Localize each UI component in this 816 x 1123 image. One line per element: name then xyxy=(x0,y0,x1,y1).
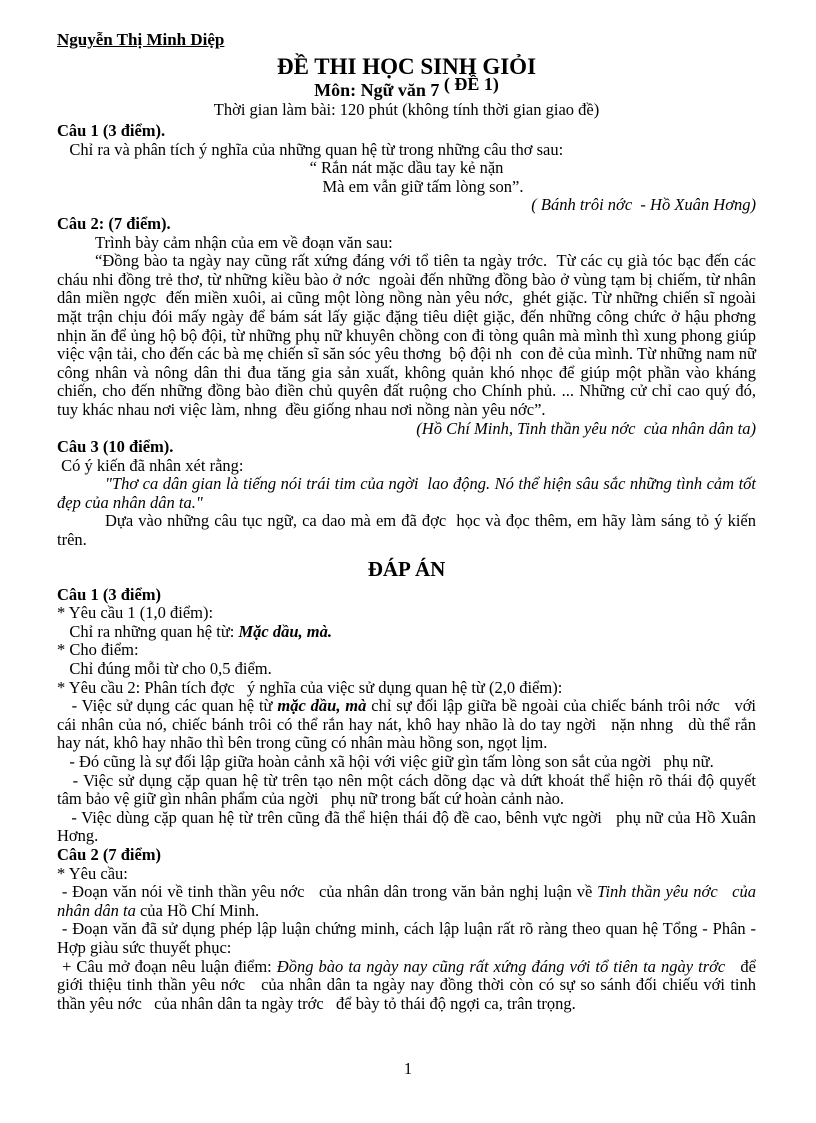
cau2-heading xyxy=(57,215,756,234)
ans-cau1-heading-text: Câu 1 (3 điểm) xyxy=(57,584,162,604)
ans-cau1-req1-answer-text: Mặc dầu, mà. xyxy=(238,621,332,641)
ans-cau2-point-3-text: Đồng bào ta ngày nay cũng rất xứng đáng với tổ tiên ta ngày trớc xyxy=(276,956,726,976)
exam-subject-line xyxy=(57,74,756,100)
cau3-quote-text: "Thơ ca dân gian là tiếng nói trái tim của ngời lao động. Nó thể hiện sâu sắc những tình cảm tốt đẹp của nhân dân ta." xyxy=(57,474,761,512)
cau1-heading xyxy=(57,122,756,141)
ans-cau2-point-2 xyxy=(57,919,761,957)
source-banh-troi-nuoc xyxy=(57,196,756,215)
ans-cau1-point-2-text: - Đó cũng là sự đối lập giữa hoàn cảnh xã hội với việc giữ gìn tấm lòng son sắt của ngời phụ nữ. xyxy=(57,752,714,771)
ans-cau2-req xyxy=(57,865,756,884)
exam-subject: Môn: Ngữ văn 7 xyxy=(314,80,444,100)
cau1-prompt-text: Chỉ ra và phân tích ý nghĩa của những quan hệ từ trong những câu thơ sau: xyxy=(57,139,564,159)
ans-cau1-point-3-text: - Việc sử dụng cặp quan hệ từ trên tạo nên một cách dõng dạc và dứt khoát thể hiện rõ thái độ quyết tâm bảo vệ giữ gìn nhân phẩm của ngời phụ nữ trong bất cứ hoàn cảnh nào. xyxy=(57,770,761,809)
cau2-prompt-text: Trình bày cảm nhận của em về đoạn văn sau: xyxy=(95,232,393,252)
cau3-task-text: Dựa vào những câu tục ngữ, ca dao mà em đã đợc học và đọc thêm, em hãy làm sáng tỏ ý kiến trên. xyxy=(57,511,761,550)
ans-cau2-point-1 xyxy=(57,882,761,920)
ans-cau1-req1-text: * Yêu cầu 1 (1,0 điểm): xyxy=(57,603,214,623)
ans-cau1-req2 xyxy=(57,679,756,698)
ans-cau1-point-2 xyxy=(57,753,756,772)
ans-cau2-point-3-text: + Câu mở đoạn nêu luận điểm: xyxy=(57,956,277,976)
cau3-heading xyxy=(57,438,756,457)
cau3-task xyxy=(57,511,761,550)
cau2-prompt xyxy=(57,234,756,253)
ans-cau1-scoring xyxy=(57,641,756,660)
ans-cau2-point-1-text: - Đoạn văn nói về tinh thần yêu nớc của nhân dân trong văn bản nghị luận về xyxy=(57,882,598,902)
verse-line-1 xyxy=(57,159,756,178)
ans-cau2-point-3-text: để giới thiệu tinh thần yêu nớc của nhân dân ta ngày nay đồng thời còn có sự so sánh đối chiếu với tinh thần yêu nớc của nhân dân ta ngày trớc để bày tỏ thái độ ngợi ca, trân trọng. xyxy=(57,956,761,1013)
ans-cau2-point-3 xyxy=(57,956,761,1014)
source-ho-chi-minh xyxy=(57,420,756,439)
ans-cau1-scoring-text: * Cho điểm: xyxy=(57,640,139,660)
author-name: Nguyễn Thị Minh Diệp xyxy=(57,30,225,49)
document-body xyxy=(57,121,765,1013)
ans-cau2-point-1-text: của Hồ Chí Minh. xyxy=(135,900,260,920)
cau2-heading-text: Câu 2: (7 điểm). xyxy=(57,213,171,233)
ans-cau1-point-1-text: chỉ sự đối lập giữa bề ngoài của chiếc bánh trôi nớc với cái nhân của nó, chiếc bánh trôi có thể rắn hay nát, khô hay nhão là do tay ngời nặn nhng dù thể rắn hay nát, khô hay nhão thì bên trong cũng có nhân màu hồng son, ngọt lịm. xyxy=(57,696,761,753)
source-banh-troi-nuoc-text: ( Bánh trôi nớc - Hồ Xuân Hơng) xyxy=(531,195,756,215)
ans-cau1-heading xyxy=(57,586,756,605)
verse-line-2-text: Mà em vẫn giữ tấm lòng son”. xyxy=(289,176,524,196)
ans-cau2-point-1-text: Tinh thần yêu nớc của nhân dân ta xyxy=(57,882,761,920)
exam-duration: Thời gian làm bài: 120 phút (không tính thời gian giao đề) xyxy=(213,100,600,119)
cau3-quote xyxy=(57,474,761,512)
verse-line-2 xyxy=(57,178,756,197)
ans-cau1-scoring-detail-text: Chỉ đúng mỗi từ cho 0,5 điểm. xyxy=(57,659,272,679)
ans-cau1-point-1-text: mặc dầu, mà xyxy=(277,696,367,716)
answer-key-title xyxy=(57,557,756,581)
ans-cau1-req1-answer xyxy=(57,623,756,642)
ans-cau1-req1 xyxy=(57,604,756,623)
cau2-passage-text: “Đồng bào ta ngày nay cũng rất xứng đáng với tổ tiên ta ngày trớc. Từ các cụ già tóc bạc đến các cháu nhi đồng trẻ thơ, từ những kiều bào ở nớc ngoài đến những đồng bào ở vùng tạm bị chiếm, từ nhân dân miền ngợc đến miền xuôi, ai cũng một lòng nồng nàn yêu nớc, ghét giặc. Từ những chiến sĩ ngoài mặt trận chịu đói mấy ngày để bám sát lấy giặc đặng tiêu diệt giặc, đến những công chức ở hậu phơng nhịn ăn để ủng hộ bộ đội, từ những phụ nữ khuyên chồng con đi tòng quân mà mình thì xung phong giúp việc vận tải, cho đến các bà mẹ chiến sĩ săn sóc yêu thơng bộ đội nh con đẻ của mình. Từ những nam nữ công nhân và nông dân thi đua tăng gia sản xuất, không quản khó nhọc để giúp một phần vào kháng chiến, cho đến những đồng bào điền chủ quyên đất ruộng cho Chính phủ. ... Những cử chỉ cao quý đó, tuy khác nhau nơi việc làm, nhng đều giống nhau nơi nồng nàn yêu nớc”. xyxy=(57,251,765,419)
ans-cau1-req1-answer-text: Chỉ ra những quan hệ từ: xyxy=(57,621,239,641)
answer-key-title-text: ĐÁP ÁN xyxy=(367,556,446,581)
page-number: 1 xyxy=(403,1059,413,1078)
cau3-heading-text: Câu 3 (10 điểm). xyxy=(57,437,174,457)
source-ho-chi-minh-text: (Hồ Chí Minh, Tinh thần yêu nớc của nhân dân ta) xyxy=(416,418,756,438)
author-line xyxy=(57,30,756,50)
cau3-intro xyxy=(57,457,756,476)
ans-cau1-point-3 xyxy=(57,770,761,809)
ans-cau1-point-4-text: - Việc dùng cặp quan hệ từ trên cũng đã thể hiện thái độ đề cao, bênh vực ngời phụ nữ của Hồ Xuân Hơng. xyxy=(57,807,761,846)
ans-cau1-point-1 xyxy=(57,696,761,753)
cau3-intro-text: Có ý kiến đã nhân xét rằng: xyxy=(57,455,244,475)
ans-cau1-point-1-text: - Việc sử dụng các quan hệ từ xyxy=(57,696,278,716)
exam-title: ĐỀ THI HỌC SINH GIỎI xyxy=(276,54,537,79)
ans-cau1-point-4 xyxy=(57,807,761,846)
ans-cau1-scoring-detail xyxy=(57,660,756,679)
verse-line-1-text: “ Rắn nát mặc dầu tay kẻ nặn xyxy=(309,158,504,178)
exam-variant: ( ĐỀ 1) xyxy=(443,74,499,94)
ans-cau2-heading xyxy=(57,846,756,865)
ans-cau2-point-2-text: - Đoạn văn đã sử dụng phép lập luận chứng minh, cách lập luận rất rõ ràng theo quan hệ Tổng - Phân - Hợp giàu sức thuyết phục: xyxy=(57,919,761,957)
ans-cau2-req-text: * Yêu cầu: xyxy=(57,863,128,883)
cau1-prompt xyxy=(57,141,756,160)
ans-cau2-heading-text: Câu 2 (7 điểm) xyxy=(57,844,162,864)
cau2-passage xyxy=(57,251,765,419)
ans-cau1-req2-text: * Yêu cầu 2: Phân tích đợc ý nghĩa của việc sử dụng quan hệ từ (2,0 điểm): xyxy=(57,677,563,697)
cau1-heading-text: Câu 1 (3 điểm). xyxy=(57,121,166,140)
